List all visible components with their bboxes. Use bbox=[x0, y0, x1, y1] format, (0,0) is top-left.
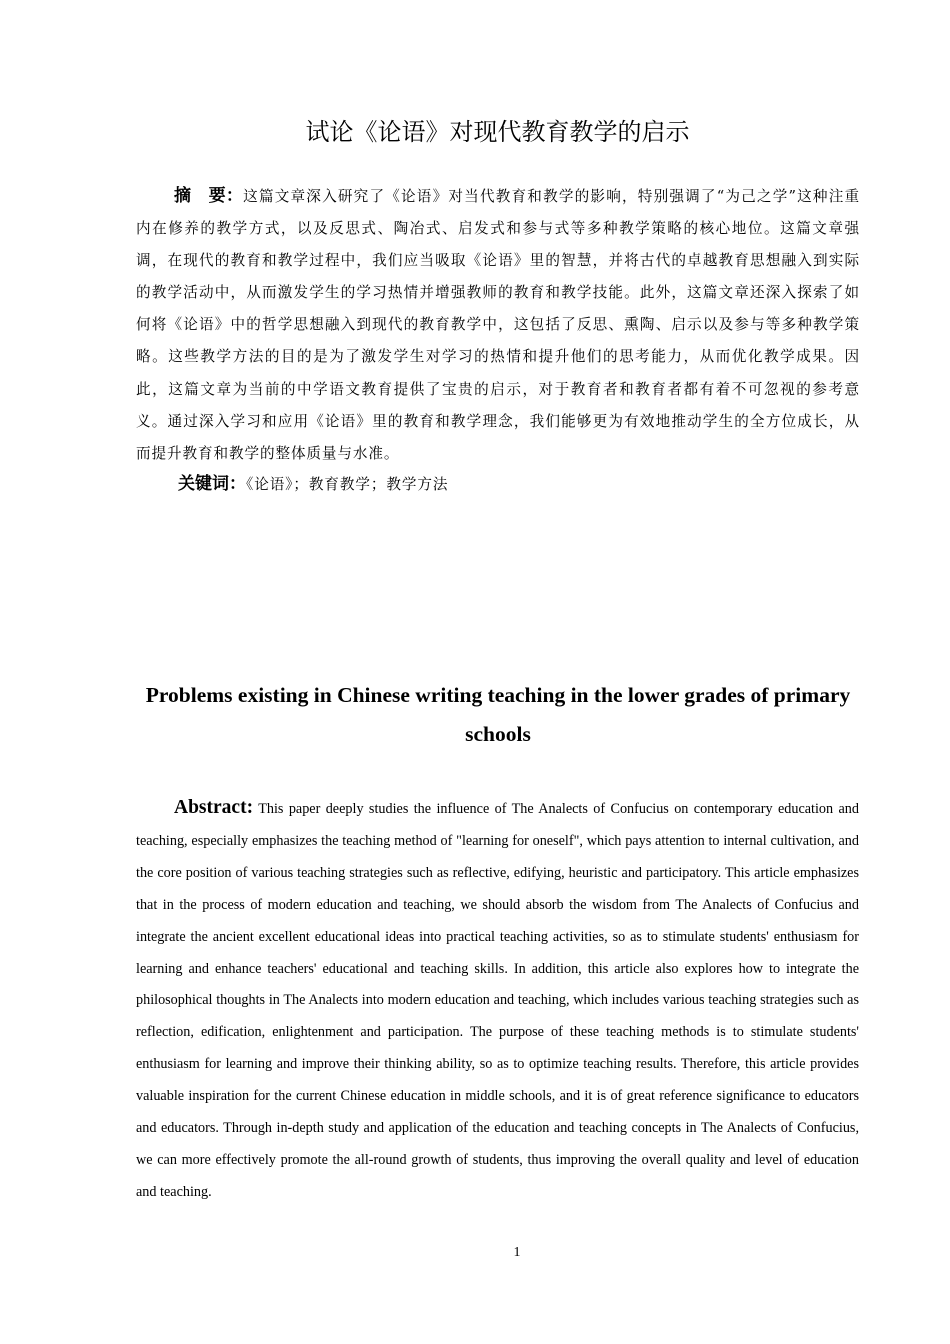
english-title: Problems existing in Chinese writing teaching in the lower grades of primary schools bbox=[145, 683, 851, 746]
chinese-title: 试论《论语》对现代教育教学的启示 bbox=[305, 118, 690, 146]
chinese-keywords-label: 关键词： bbox=[178, 474, 246, 494]
english-abstract-label: Abstract: bbox=[174, 797, 254, 818]
chinese-keywords bbox=[136, 468, 860, 501]
chinese-abstract bbox=[136, 180, 860, 470]
chinese-keywords-text: 《论语》；教育教学；教学方法 bbox=[246, 476, 449, 493]
english-abstract-text: This paper deeply studies the influence of The Analects of Confucius on contemporary education and teaching, especially emphasizes the teaching method of "learning for oneself", which pays attention to internal cultivation, and the core position of various teaching strategies such as reflective, edifying, heuristic and participatory. This article emphasizes that in the process of modern education and teaching, we should absorb the wisdom from The Analects of Confucius and integrate the ancient excellent educational ideas into practical teaching activities, so as to stimulate students' enthusiasm for learning and enhance teachers' educational and teaching skills. In addition, this article also explores how to integrate the philosophical thoughts in The Analects into modern education and teaching, which includes various teaching strategies such as reflection, edification, enlightenment and participation. The purpose of these teaching methods is to stimulate students' enthusiasm for learning and improve their thinking ability, so as to optimize teaching results. Therefore, this article provides valuable inspiration for the current Chinese education in middle schools, and it is of great reference significance to educators and educators. Through in-depth study and application of the education and teaching concepts in The Analects of Confucius, we can more effectively promote the all-round growth of students, thus improving the overall quality and level of education and teaching. bbox=[136, 801, 859, 1200]
chinese-abstract-text: 这篇文章深入研究了《论语》对当代教育和教学的影响，特别强调了“为己之学”这种注重内在修养的教学方式，以及反思式、陶冶式、启发式和参与式等多种教学策略的核心地位。这篇文章强调，在现代的教育和教学过程中，我们应当吸取《论语》里的智慧，并将古代的卓越教育思想融入到实际的教学活动中，从而激发学生的学习热情并增强教师的教育和教学技能。此外，这篇文章还深入探索了如何将《论语》中的哲学思想融入到现代的教育教学中，这包括了反思、熏陶、启示以及参与等多种教学策略。这些教学方法的目的是为了激发学生对学习的热情和提升他们的思考能力，从而优化教学成果。因此，这篇文章为当前的中学语文教育提供了宝贵的启示，对于教育者和教育者都有着不可忽视的参考意义。通过深入学习和应用《论语》里的教育和教学理念，我们能够更为有效地推动学生的全方位成长，从而提升教育和教学的整体质量与水准。 bbox=[136, 188, 860, 462]
page-number: 1 bbox=[513, 1245, 521, 1260]
chinese-abstract-label: 摘 要： bbox=[174, 186, 244, 206]
english-abstract bbox=[136, 792, 859, 1209]
